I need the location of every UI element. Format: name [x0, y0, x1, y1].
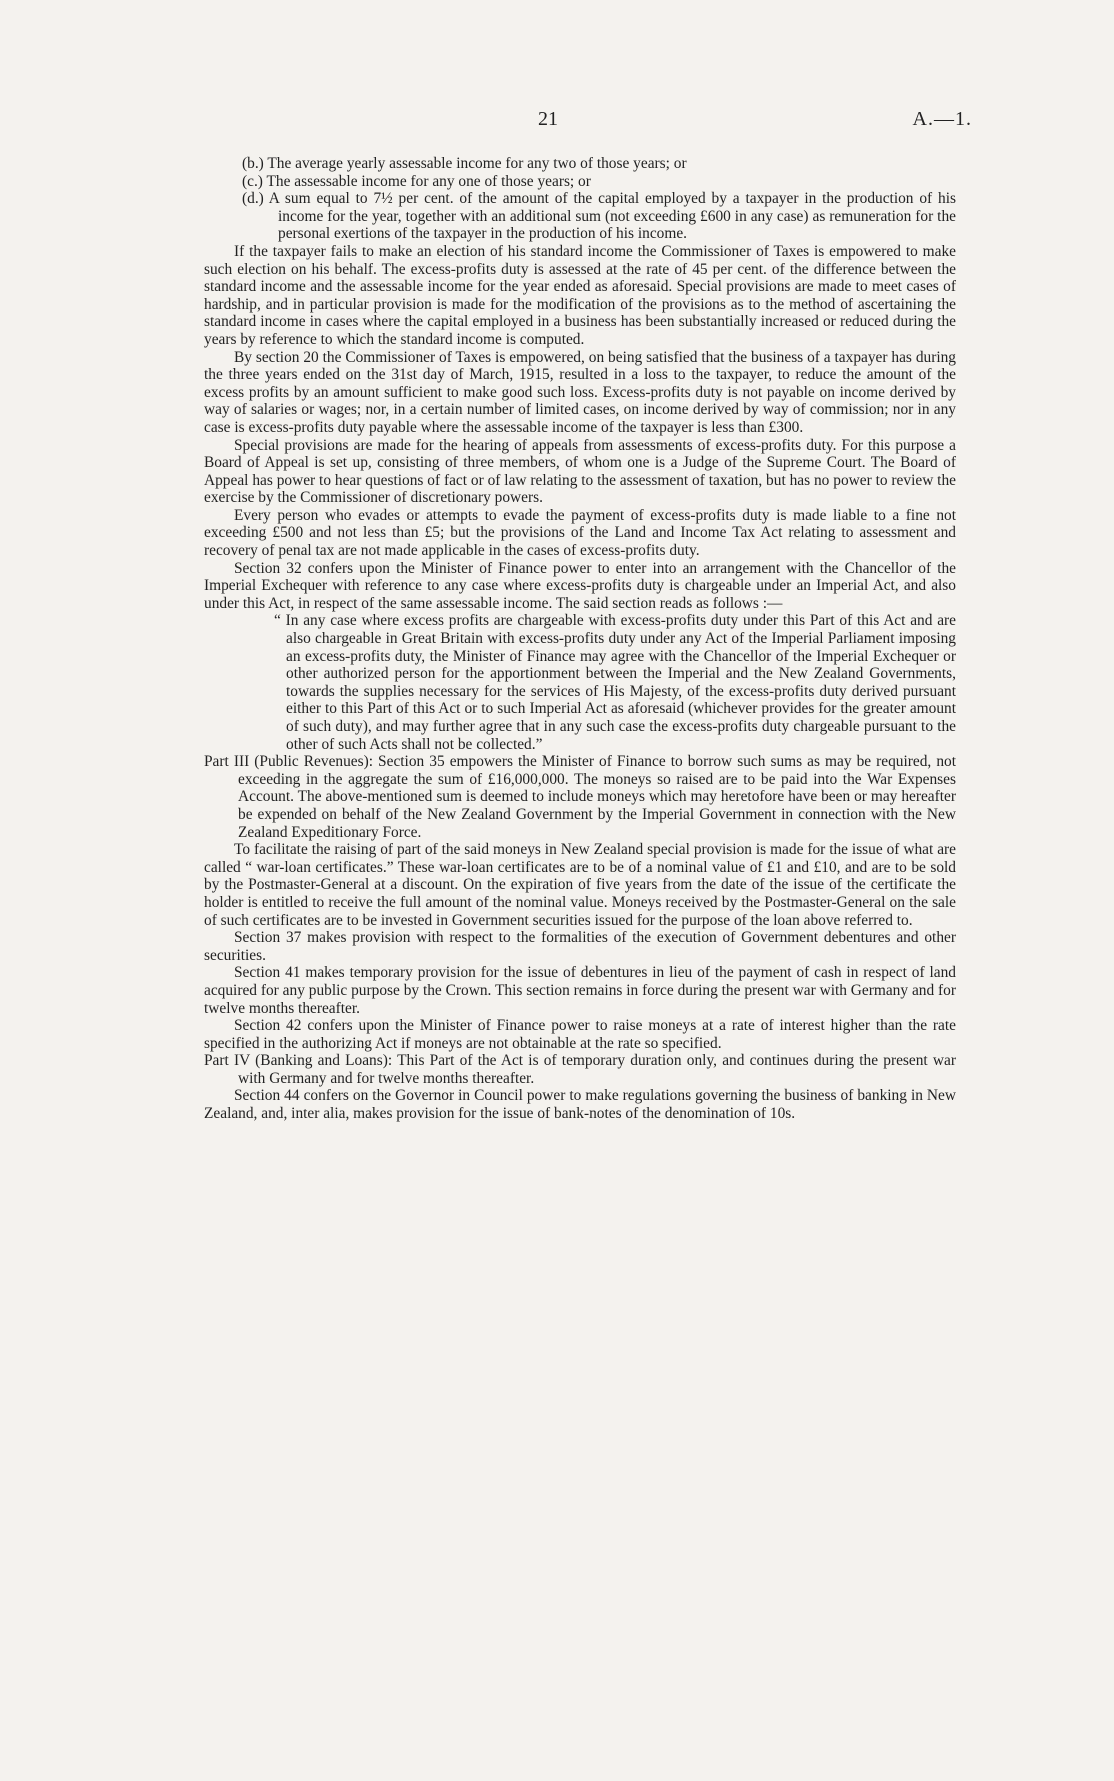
paragraph-section-20: By section 20 the Commissioner of Taxes is empowered, on being satisfied that the business of a taxpayer has during the three years ended on the 31st day of March, 1915, resulted in a loss to the taxpayer, to reduce the amount of the excess profits by an amount sufficient to make good such loss. Excess-profits duty is not payable on income derived by way of salaries or wages; nor, in a certain number of limited cases, on income derived by way of commission; nor in any case is excess-profits duty payable where the assessable income of the taxpayer is less than £300. [204, 348, 956, 436]
paragraph-section-42: Section 42 confers upon the Minister of Finance power to raise moneys at a rate of interest higher than the rate specified in the authorizing Act if moneys are not obtainable at the rate so specified. [204, 1017, 956, 1052]
body-text [204, 155, 956, 1123]
paragraph-standard-income: If the taxpayer fails to make an election of his standard income the Commissioner of Taxes is empowered to make such election on his behalf. The excess-profits duty is assessed at the rate of 45 per cent. of the difference between the standard income and the assessable income for the year ended as aforesaid. Special provisions are made to meet cases of hardship, and in particular provision is made for the modification of the provisions as to the method of ascertaining the standard income in cases where the capital employed in a business has been substantially increased or reduced during the years by reference to which the standard income is computed. [204, 242, 956, 348]
paragraph-war-loan: To facilitate the raising of part of the said moneys in New Zealand special provision is made for the issue of what are called “ war-loan certificates.” These war-loan certificates are to be of a nominal value of £1 and £10, and are to be sold by the Postmaster-General at a discount. On the expiration of five years from the date of the issue of the certificate the holder is entitled to receive the full amount of the nominal value. Moneys received by the Postmaster-General on the sale of such certificates are to be invested in Government securities issued for the purpose of the loan above referred to. [204, 841, 956, 929]
page-header [0, 108, 1114, 132]
paragraph-part-iii: Part III (Public Revenues): Section 35 empowers the Minister of Finance to borrow such sums as may be required, not exceeding in the aggregate the sum of £16,000,000. The moneys so raised are to be paid into the War Expenses Account. The above-mentioned sum is deemed to include moneys which may heretofore have been or may hereafter be expended on behalf of the New Zealand Government by the Imperial Government in connection with the New Zealand Expeditionary Force. [204, 753, 956, 841]
list-item-b: (b.) The average yearly assessable income for any two of those years; or [242, 155, 687, 172]
paragraph-section-41: Section 41 makes temporary provision for the issue of debentures in lieu of the payment of cash in respect of land acquired for any public purpose by the Crown. This section remains in force during the present war with Germany and for twelve months thereafter. [204, 964, 956, 1017]
quoted-section: “ In any case where excess profits are chargeable with excess-profits duty under this Part of this Act and are also chargeable in Great Britain with excess-profits duty under any Act of the Imperial Parliament imposing an excess-profits duty, the Minister of Finance may agree with the Chancellor of the Imperial Exchequer or other authorized person for the apportionment between the Imperial and the New Zealand Governments, towards the supplies necessary for the services of His Majesty, of the excess-profits duty derived pursuant either to this Part of this Act or to such Imperial Act as aforesaid (whichever provides for the greater amount of such duty), and may further agree that in any such case the excess-profits duty chargeable pursuant to the other of such Acts shall not be collected.” [274, 612, 956, 753]
page-number: 21 [538, 108, 558, 130]
list-item-d: (d.) A sum equal to 7½ per cent. of the amount of the capital employed by a taxpayer in the production of his income for the year, together with an additional sum (not exceeding £600 in any case) as remuneration for the personal exertions of the taxpayer in the production of his income. [242, 190, 956, 243]
paragraph-section-44: Section 44 confers on the Governor in Council power to make regulations governing the business of banking in New Zealand, and, inter alia, makes provision for the issue of bank-notes of the denomination of 10s. [204, 1087, 956, 1123]
paragraph-section-37: Section 37 makes provision with respect to the formalities of the execution of Government debentures and other securities. [204, 929, 956, 964]
paragraph-section-32: Section 32 confers upon the Minister of Finance power to enter into an arrangement with the Chancellor of the Imperial Exchequer with reference to any case where excess-profits duty is chargeable under an Imperial Act, and also under this Act, in respect of the same assessable income. The said section reads as follows :— [204, 559, 956, 612]
list-item-c: (c.) The assessable income for any one of those years; or [242, 172, 591, 190]
paragraph-part-iv: Part IV (Banking and Loans): This Part of the Act is of temporary duration only, and continues during the present war with Germany and for twelve months thereafter. [204, 1052, 956, 1087]
paragraph-appeals: Special provisions are made for the hearing of appeals from assessments of excess-profits duty. For this purpose a Board of Appeal is set up, consisting of three members, of whom one is a Judge of the Supreme Court. The Board of Appeal has power to hear questions of fact or of law relating to the assessment of taxation, but has no power to review the exercise by the Commissioner of discretionary powers. [204, 436, 956, 507]
document-reference: A.—1. [912, 108, 972, 130]
paragraph-penalties: Every person who evades or attempts to evade the payment of excess-profits duty is made liable to a fine not exceeding £500 and not less than £5; but the provisions of the Land and Income Tax Act relating to assessment and recovery of penal tax are not made applicable in the cases of excess-profits duty. [204, 506, 956, 560]
